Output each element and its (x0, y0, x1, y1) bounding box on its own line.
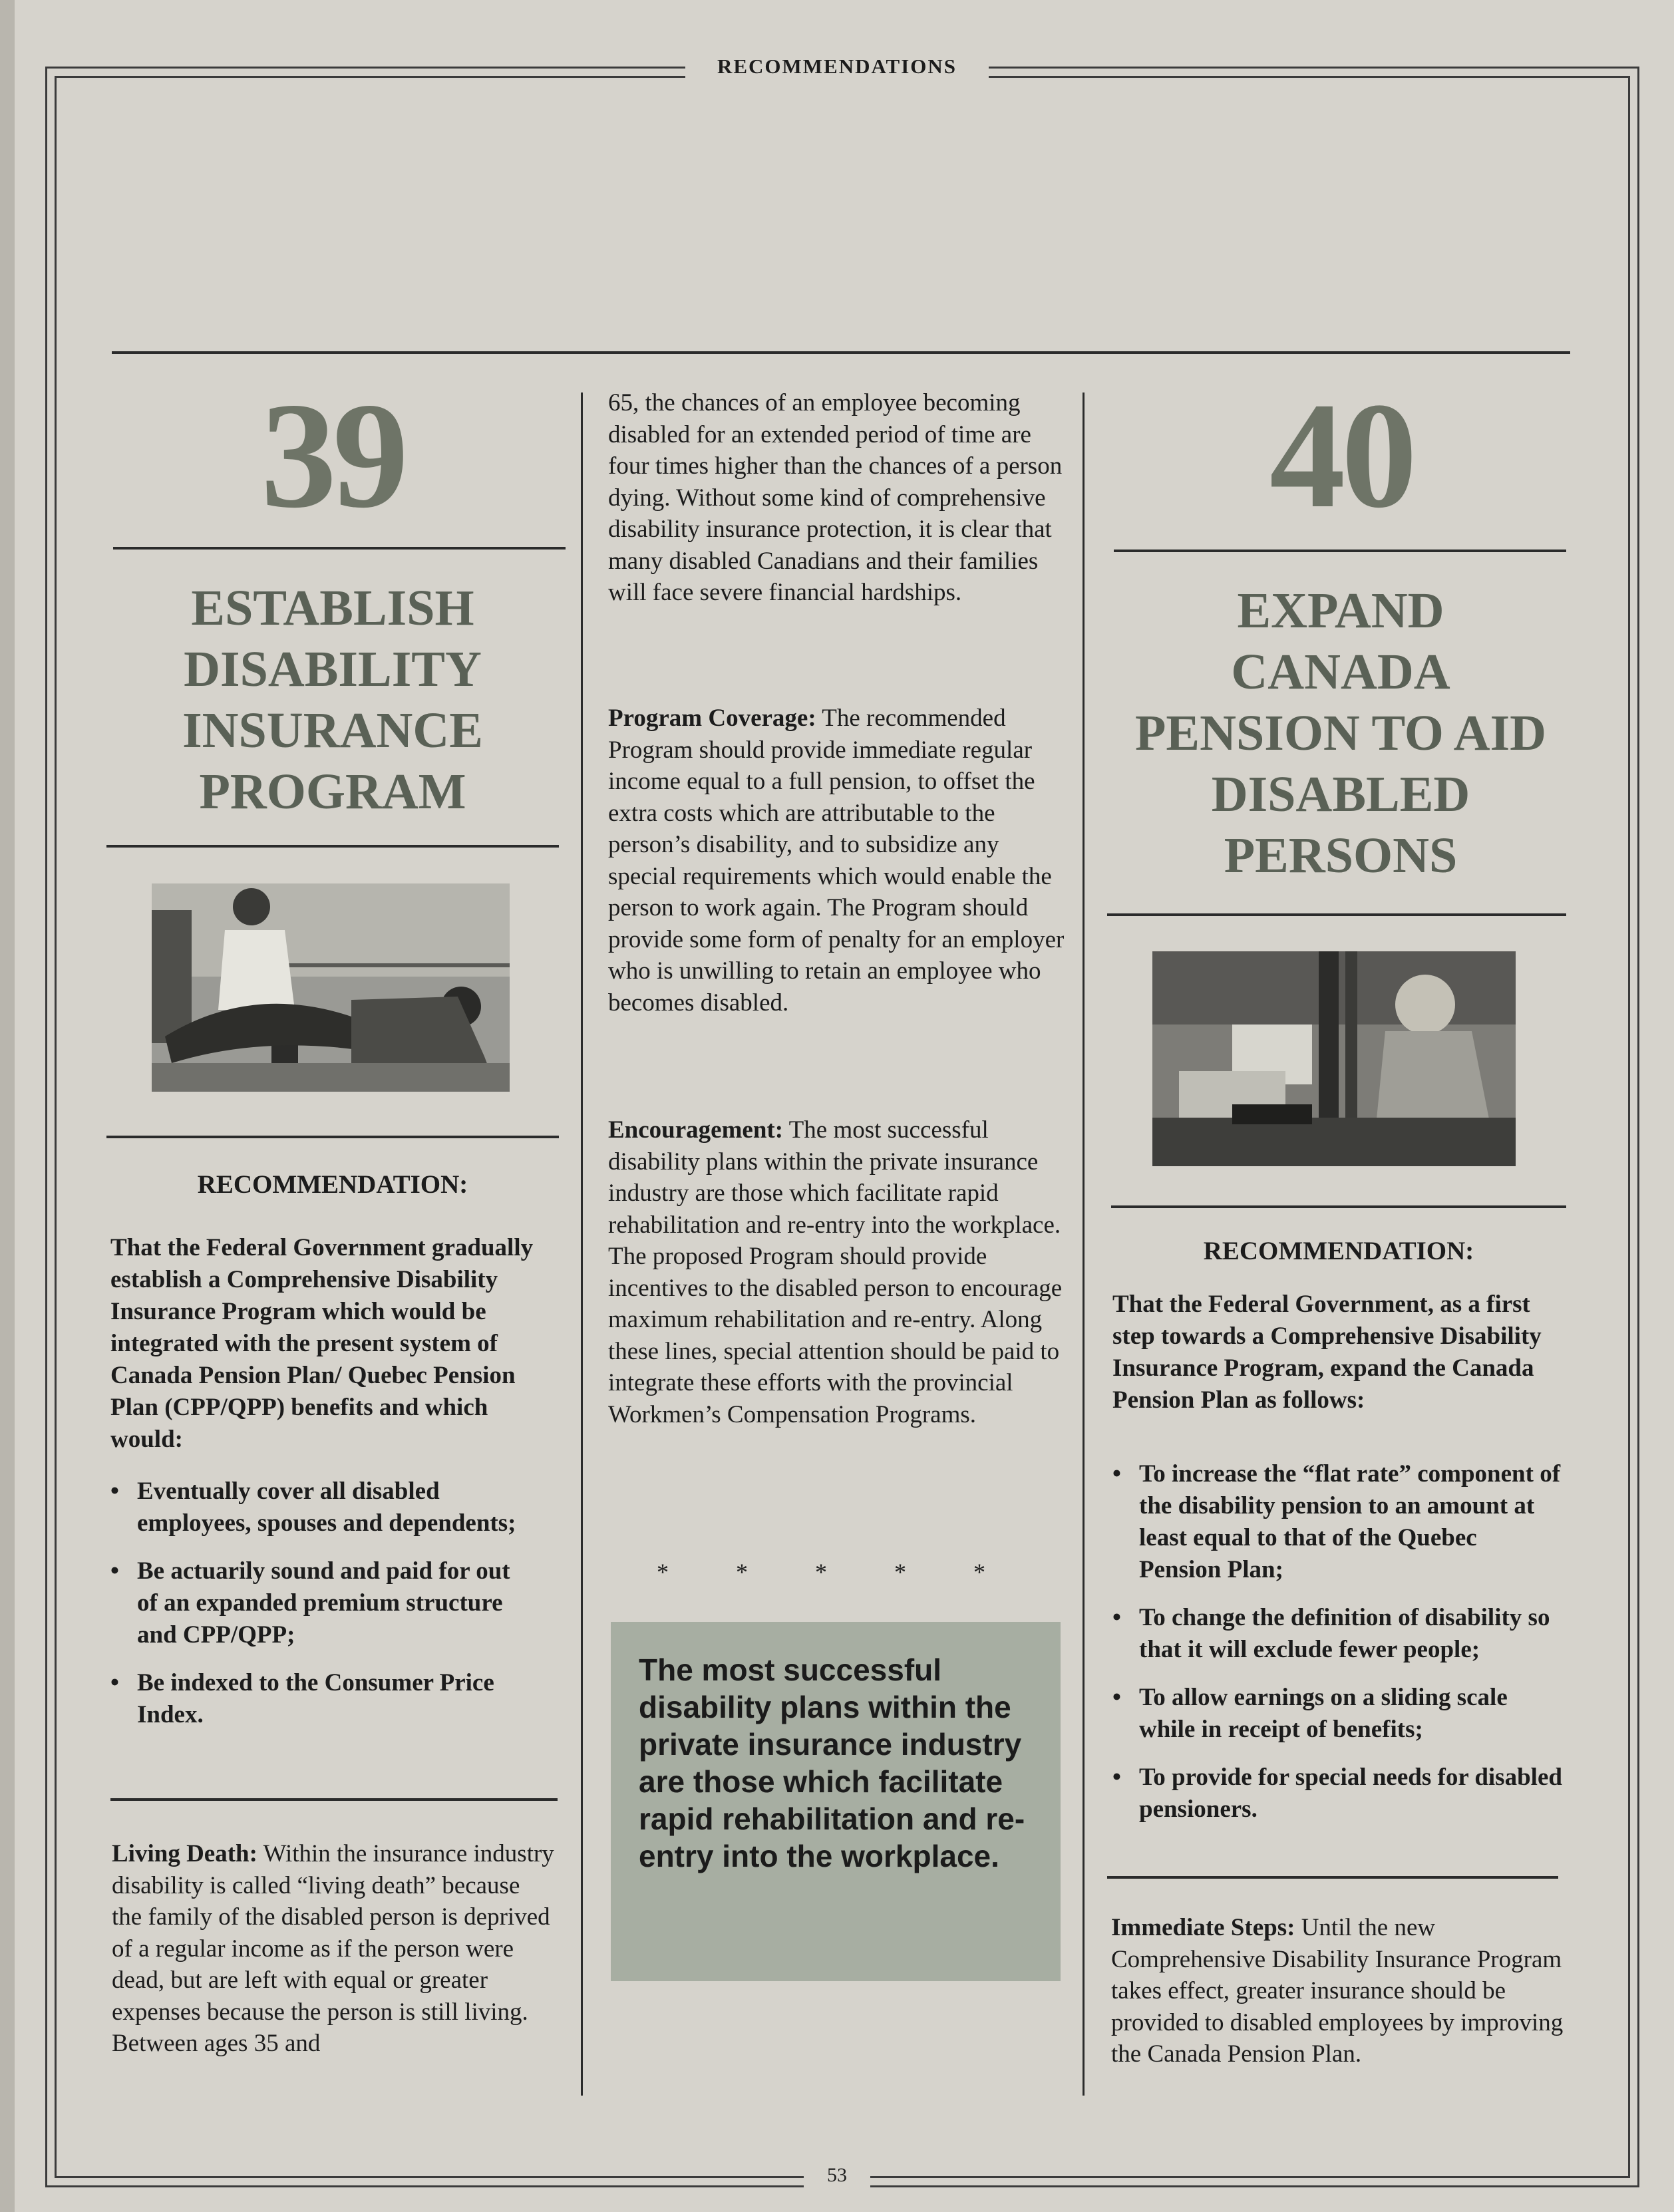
top-divider (112, 351, 1570, 354)
program-coverage-paragraph (608, 703, 1065, 1019)
immediate-steps-paragraph (1111, 1912, 1564, 2070)
list-item: • Be actuarily sound and paid for out of an expanded premium structure and CPP/QPP; (110, 1555, 536, 1651)
recommendation-text: That the Federal Government, as a first step towards a Comprehensive Disability Insurance Program, expand the Canada Pension Plan as follows: (1112, 1291, 1542, 1414)
divider (106, 845, 559, 848)
list-item: • To change the definition of disability so that it will exclude fewer people; (1112, 1602, 1565, 1666)
paragraph-text: The recommended Program should provide immediate regular income equal to a full pension, to offset the extra costs which are attributable to the person’s disability, and to subsidize any special requirements which would enable the person to work again. The Program should provide some form of penalty for an employer who is unwilling to retain an employee who becomes disabled. (608, 705, 1065, 1017)
divider (110, 1798, 558, 1801)
page-number: 53 (804, 2159, 870, 2192)
paragraph-label: Program Coverage: (608, 705, 816, 732)
list-item: • To provide for special needs for disabled pensioners. (1112, 1762, 1565, 1825)
page-binding-edge (0, 0, 15, 2212)
section-separator: * * * * * (657, 1559, 1016, 1585)
paragraph-text: Within the insurance industry disability is called “living death” because the family of the disabled person is deprived of a regular income as if the person were dead, but are left with equal or greater expenses because the person is still living. Between ages 35 and (112, 1840, 554, 2057)
paragraph-label: Living Death: (112, 1840, 257, 1867)
paragraph-text: The most successful disability plans within the private insurance industry are those which facilitate rapid rehabilitation and re-entry into the workplace. The proposed Program should provide incentives to the disabled person to encourage maximum rehabilitation and re-entry. Along these lines, special attention should be paid to integrate these efforts with the provincial Workmen’s Compensation Programs. (608, 1116, 1063, 1428)
paragraph-label: Encouragement: (608, 1116, 784, 1144)
recommendation-title: ESTABLISH DISABILITY INSURANCE PROGRAM (182, 580, 483, 820)
list-item: • To increase the “flat rate” component of the disability pension to an amount at least equal to that of the Quebec Pension Plan; (1112, 1458, 1565, 1586)
divider (1107, 913, 1566, 916)
list-item: • Be indexed to the Consumer Price Index. (110, 1667, 536, 1731)
encouragement-paragraph (608, 1114, 1065, 1430)
paragraph-label: Immediate Steps: (1111, 1914, 1295, 1941)
recommendation-title: EXPAND CANADA PENSION TO AID DISABLED PERSONS (1134, 583, 1547, 883)
divider (106, 1136, 559, 1138)
list-item: • To allow earnings on a sliding scale while in receipt of benefits; (1112, 1682, 1565, 1746)
paragraph-text: Until the new Comprehensive Disability Insurance Program takes effect, greater insurance should be provided to disabled employees by improving the Canada Pension Plan. (1111, 1914, 1564, 2068)
divider (1114, 550, 1566, 552)
recommendation-heading: RECOMMENDATION: (1203, 1237, 1474, 1265)
living-death-paragraph (112, 1838, 555, 2060)
physiotherapy-photo (152, 883, 510, 1092)
section-header: RECOMMENDATIONS (685, 53, 989, 80)
recommendation-text: That the Federal Government gradually establish a Comprehensive Disability Insurance Program which would be integrated with the present system of Canada Pension Plan/ Quebec Pension Plan (CPP/QPP) benefits and which would: (110, 1234, 534, 1453)
divider (1111, 1205, 1566, 1208)
continuation-paragraph: 65, the chances of an employee becoming disabled for an extended period of time are four times higher than the chances of a person dying. Without some kind of comprehensive disability insurance protection, it is clear that many disabled Canadians and their families will face severe financial hardships. (608, 389, 1063, 606)
divider (113, 547, 566, 550)
column-separator-right (1083, 393, 1085, 2096)
recommendation-bullets (1112, 1458, 1565, 1841)
office-worker-photo (1152, 951, 1516, 1166)
list-item: • Eventually cover all disabled employees, spouses and dependents; (110, 1476, 536, 1539)
recommendation-bullets (110, 1476, 536, 1747)
recommendation-number: 40 (1269, 372, 1413, 540)
recommendation-heading: RECOMMENDATION: (197, 1170, 468, 1199)
divider (1107, 1876, 1558, 1879)
recommendation-number: 39 (261, 372, 405, 540)
pull-quote: The most successful disability plans within the private insurance industry are those which facilitate rapid rehabilitation and re-entry into the workplace. (611, 1622, 1061, 1981)
column-separator-left (581, 393, 583, 2096)
